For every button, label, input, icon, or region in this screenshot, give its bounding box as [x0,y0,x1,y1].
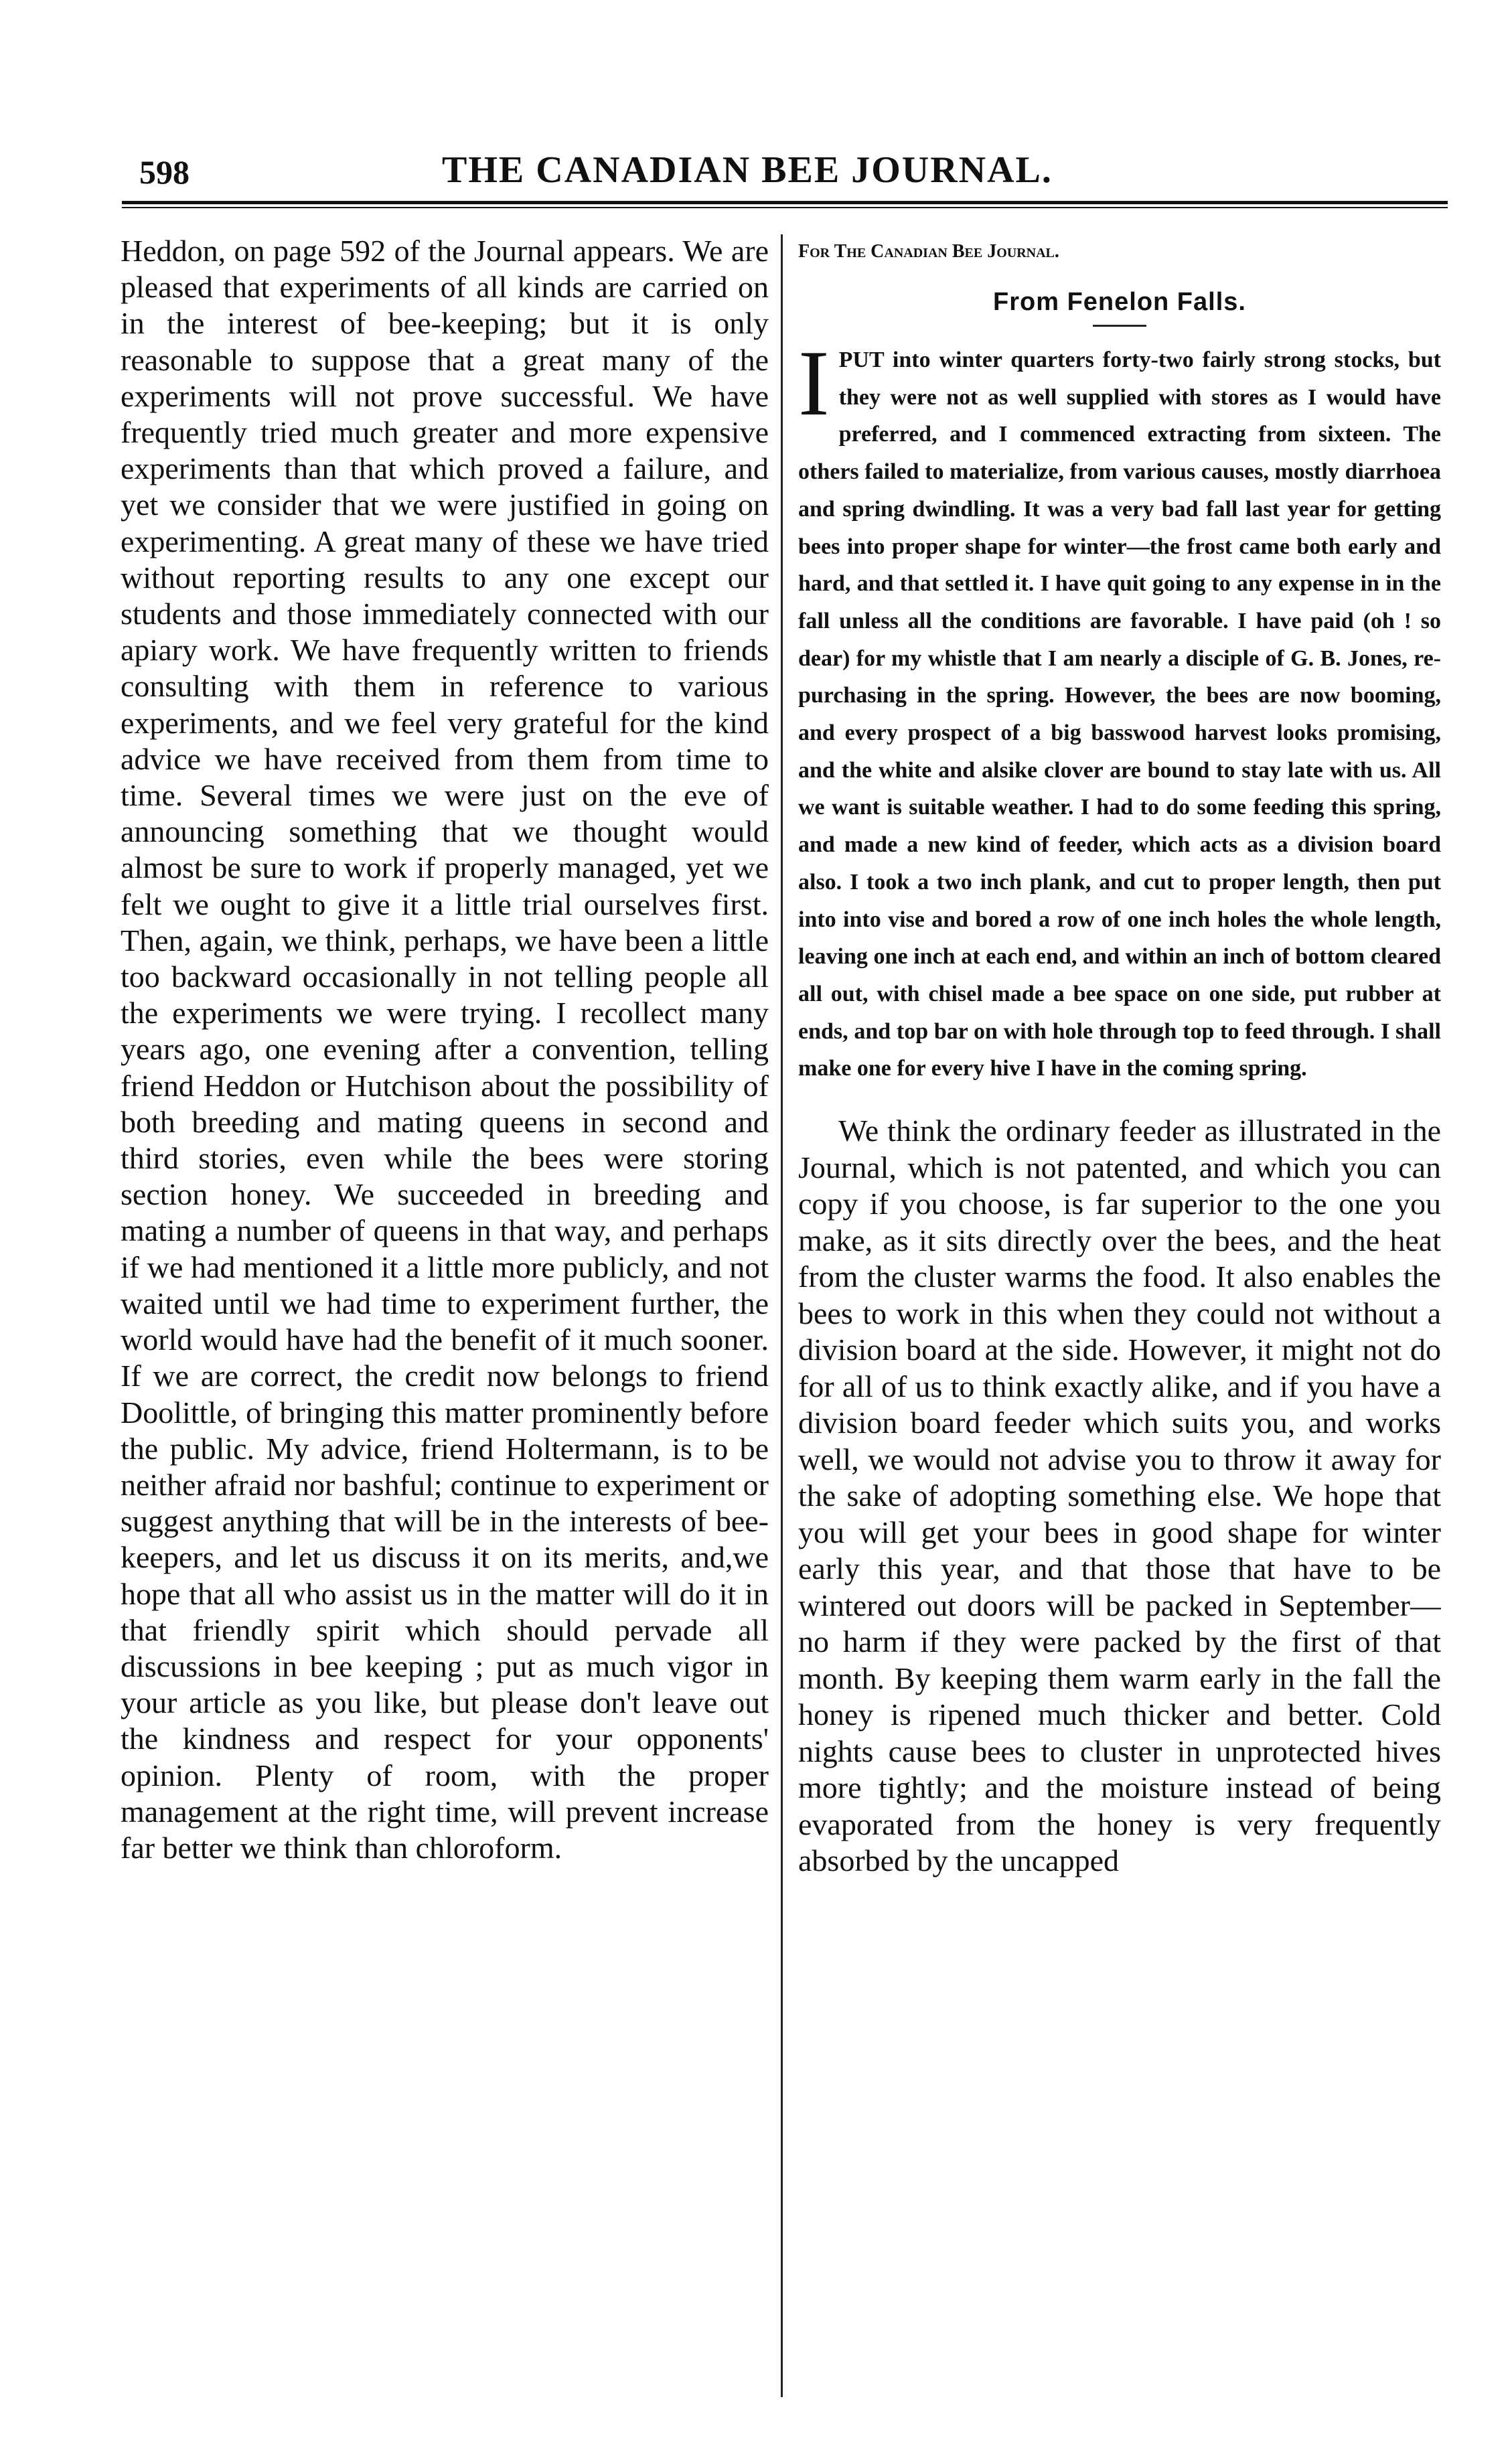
right-column [798,241,1441,2410]
editor-reply: We think the ordinary feeder as illustrated in the Journal, which is not patented, and which you can copy if you choose, is far superior to the one you make, as it sits directly over the bees, and the heat from the cluster warms the food. It also enables the bees to work in this when they could not without a division board at the side. However, it might not do for all of us to think exactly alike, and if you have a division board feeder which suits you, and works well, we would not advise you to throw it away for the sake of adopting something else. We hope that you will get your bees in good shape for winter early this year, and that those that have to be wintered out doors will be packed in September—no harm if they were packed by the first of that month. By keeping them warm early in the fall the honey is ripened much thicker and better. Cold nights cause bees to cluster in unprotected hives more tightly; and the moisture instead of being evaporated from the honey is very frequently absorbed by the uncapped [798,1114,1441,1878]
column-divider [781,234,783,2397]
left-column [121,233,769,2409]
header-rule [122,201,1448,208]
page-number: 598 [139,153,190,191]
article-title: From Fenelon Falls. [993,288,1246,316]
letter-text: PUT into winter quarters forty-two fairly strong stocks, but they were not as well supplied with stores as I would have preferred, and I commenced extracting from sixteen. The others failed to materialize, from various causes, mostly diarrhoea and spring dwindling. It was a very bad fall last year for getting bees into proper shape for winter—the frost came both early and hard, and that settled it. I have quit going to any expense in in the fall unless all the conditions are favorable. I have paid (oh ! so dear) for my whistle that I am nearly a disciple of G. B. Jones, re-purchasing in the spring. However, the bees are now booming, and every prospect of a big basswood harvest looks promising, and the white and alsike clover are bound to stay late with us. All we want is suitable weather. I had to do some feeding this spring, and made a new kind of feeder, which acts as a division board also. I took a two inch plank, and cut to proper length, then put into into vise and bored a row of one inch holes the whole length, leaving one inch at each end, and within an inch of bottom cleared all out, with chisel made a bee space on one side, put rubber at ends, and top bar on with hole through top to feed through. I shall make one for every hive I have in the coming spring. [798,348,1441,1081]
letter-body [798,331,1441,1087]
editorial-text: Heddon, on page 592 of the Journal appears. We are pleased that experiments of all kinds are carried on in the interest of bee-keeping; but it is only reasonable to suppose that a great many of the experiments will not prove successful. We have frequently tried much greater and more expensive experiments than that which proved a failure, and yet we consider that we were justified in going on experimenting. A great many of these we have tried without reporting results to any one except our students and those immediately connected with our apiary work. We have frequently written to friends consulting with them in reference to various experiments, and we feel very grateful for the kind advice we have received from them from time to time. Several times we were just on the eve of announcing something that we thought would almost be sure to work if properly managed, yet we felt we ought to give it a little trial ourselves first. Then, again, we think, perhaps, we have been a little too backward occasionally in not telling people all the experiments we were trying. I recollect many years ago, one evening after a convention, telling friend Heddon or Hutchison about the possibility of both breeding and mating queens in second and third stories, even while the bees were storing section honey. We succeeded in breeding and mating a number of queens in that way, and perhaps if we had mentioned it a little more publicly, and not waited until we had time to experiment further, the world would have had the benefit of it much sooner. If we are correct, the credit now belongs to friend Doolittle, of bringing this matter prominently before the public. My advice, friend Holtermann, is to be neither afraid nor bashful; continue to experiment or suggest anything that will be in the interests of bee-keepers, and let us discuss it on its merits, and,we hope that all who assist us in the matter will do it in that friendly spirit which should pervade all discussions in bee keeping ; put as much vigor in your article as you like, but please don't leave out the kindness and respect for your opponents' opinion. Plenty of room, with the proper management at the right time, will prevent increase far better we think than chloroform. [121,234,769,1865]
title-rule [1093,325,1146,327]
drop-cap: I [798,331,830,435]
journal-title: THE CANADIAN BEE JOURNAL. [442,149,1053,191]
article-byline: For The Canadian Bee Journal. [798,241,1059,262]
